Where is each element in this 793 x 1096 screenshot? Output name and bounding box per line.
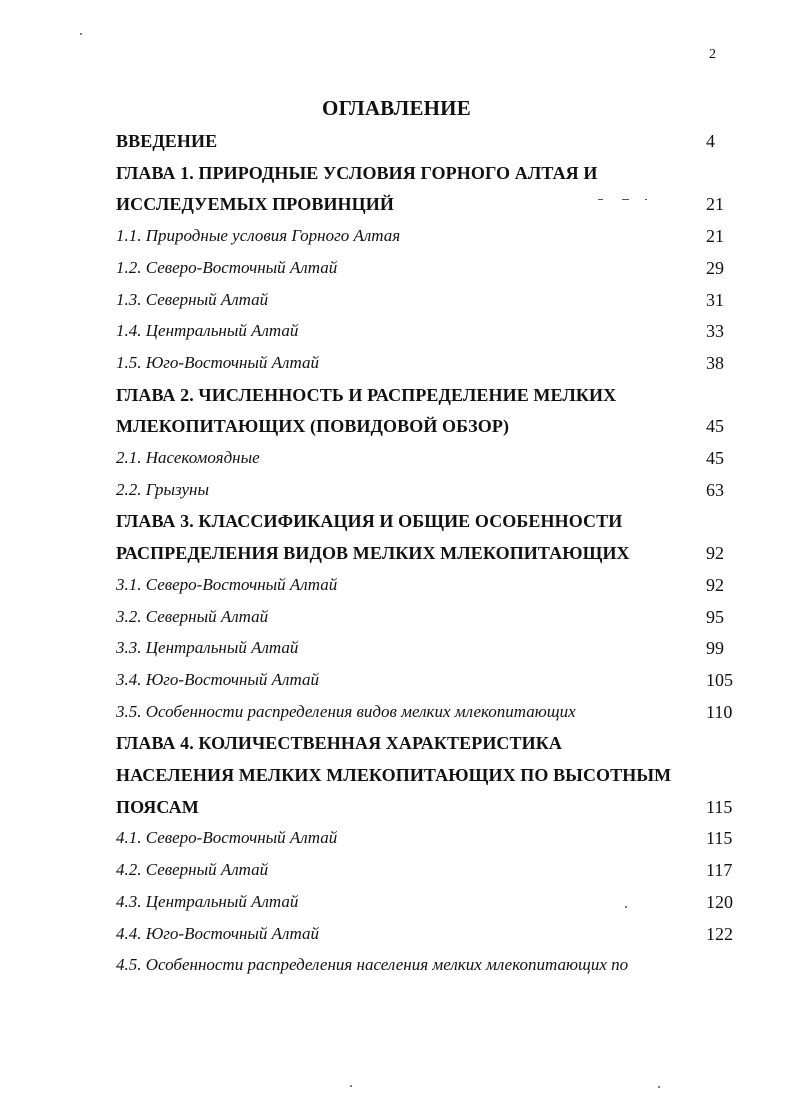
toc-section-row	[0, 475, 793, 505]
toc-section-row	[0, 285, 793, 315]
scan-speck	[645, 199, 647, 200]
toc-entry-text: 3.4. Юго-Восточный Алтай	[116, 669, 319, 689]
toc-section-row	[0, 253, 793, 283]
toc-entry-text: 2.2. Грызуны	[116, 479, 209, 499]
toc-entry-page: 29	[706, 257, 724, 278]
toc-entry-page: 33	[706, 321, 724, 342]
toc-entry-page: 21	[706, 226, 724, 247]
toc-entry-page: 92	[706, 543, 724, 564]
toc-entry-text: 4.2. Северный Алтай	[116, 860, 269, 880]
scan-speck	[625, 906, 627, 908]
toc-entry-text: 1.2. Северо-Восточный Алтай	[116, 257, 338, 277]
toc-entry-page: 115	[706, 796, 733, 817]
toc-section-row	[0, 665, 793, 695]
toc-section-row	[0, 919, 793, 949]
toc-section-row	[0, 697, 793, 727]
toc-entry-page: 38	[706, 352, 724, 373]
toc-section-row	[0, 950, 793, 980]
toc-entry-page: 122	[706, 923, 733, 944]
toc-section-row	[0, 602, 793, 632]
toc-entry-page: 120	[706, 891, 733, 912]
toc-entry-text: 3.1. Северо-Восточный Алтай	[116, 574, 338, 594]
toc-entry-text: 4.1. Северо-Восточный Алтай	[116, 828, 338, 848]
toc-chapter-row	[0, 126, 793, 156]
toc-entry-page: 45	[706, 416, 724, 437]
scan-speck	[598, 199, 603, 200]
toc-entry-page: 63	[706, 479, 724, 500]
toc-entry-page: 105	[706, 669, 733, 690]
toc-entry-text: 1.4. Центральный Алтай	[116, 321, 299, 341]
toc-entry-text: 3.3. Центральный Алтай	[116, 638, 299, 658]
toc-entry-text: ГЛАВА 1. ПРИРОДНЫЕ УСЛОВИЯ ГОРНОГО АЛТАЯ И	[116, 162, 598, 183]
toc-entry-page: 92	[706, 574, 724, 595]
toc-entry-text: ГЛАВА 4. КОЛИЧЕСТВЕННАЯ ХАРАКТЕРИСТИКА	[116, 733, 562, 754]
toc-entry-text: 4.4. Юго-Восточный Алтай	[116, 923, 319, 943]
toc-entry-text: 3.2. Северный Алтай	[116, 606, 269, 626]
toc-entry-page: 99	[706, 638, 724, 659]
toc-entry-page: 21	[706, 194, 724, 215]
page-number: 2	[709, 47, 716, 62]
page-title: ОГЛАВЛЕНИЕ	[322, 96, 471, 120]
toc-section-row	[0, 221, 793, 251]
toc-chapter-row	[0, 506, 793, 536]
scan-speck	[350, 1085, 352, 1087]
toc-entry-page: 117	[706, 860, 733, 881]
toc-entry-text: 4.5. Особенности распределения населения мелких млекопитающих по	[116, 955, 629, 975]
scan-speck	[658, 1086, 660, 1088]
toc-chapter-row	[0, 728, 793, 758]
toc-section-row	[0, 570, 793, 600]
toc-chapter-row	[0, 411, 793, 441]
toc-section-row	[0, 855, 793, 885]
toc-chapter-row	[0, 158, 793, 188]
toc-entry-text: РАСПРЕДЕЛЕНИЯ ВИДОВ МЕЛКИХ МЛЕКОПИТАЮЩИХ	[116, 543, 630, 564]
toc-entry-text: 3.5. Особенности распределения видов мелких млекопитающих	[116, 701, 576, 721]
toc-entry-page: 4	[706, 131, 715, 151]
toc-entry-text: 2.1. Насекомоядные	[116, 448, 260, 467]
toc-chapter-row	[0, 792, 793, 822]
toc-entry-text: ПОЯСАМ	[116, 796, 199, 817]
toc-entry-text: ГЛАВА 2. ЧИСЛЕННОСТЬ И РАСПРЕДЕЛЕНИЕ МЕЛКИХ	[116, 384, 617, 405]
toc-section-row	[0, 633, 793, 663]
toc-section-row	[0, 348, 793, 378]
toc-entry-page: 110	[706, 701, 733, 722]
toc-section-row	[0, 316, 793, 346]
toc-section-row	[0, 823, 793, 853]
toc-entry-text: НАСЕЛЕНИЯ МЕЛКИХ МЛЕКОПИТАЮЩИХ ПО ВЫСОТНЫМ	[116, 765, 672, 785]
toc-chapter-row	[0, 380, 793, 410]
toc-entry-page: 115	[706, 828, 733, 849]
toc-entry-text: ГЛАВА 3. КЛАССИФИКАЦИЯ И ОБЩИЕ ОСОБЕННОСТИ	[116, 511, 623, 532]
toc-entry-text: 4.3. Центральный Алтай	[116, 891, 299, 911]
toc-entry-text: 1.5. Юго-Восточный Алтай	[116, 352, 319, 372]
toc-section-row	[0, 443, 793, 473]
toc-entry-page: 31	[706, 289, 724, 310]
toc-entry-text: ИССЛЕДУЕМЫХ ПРОВИНЦИЙ	[116, 194, 394, 215]
toc-entry-text: ВВЕДЕНИЕ	[116, 131, 218, 151]
toc-entry-text: МЛЕКОПИТАЮЩИХ (ПОВИДОВОЙ ОБЗОР)	[116, 416, 510, 437]
toc-entry-page: 95	[706, 606, 724, 627]
scan-speck	[80, 33, 82, 35]
scan-speck	[622, 199, 629, 200]
toc-chapter-row	[0, 189, 793, 219]
toc-chapter-row	[0, 760, 793, 790]
toc-entry-text: 1.3. Северный Алтай	[116, 289, 269, 309]
toc-section-row	[0, 887, 793, 917]
toc-chapter-row	[0, 538, 793, 568]
toc-entry-page: 45	[706, 448, 724, 468]
toc-entry-text: 1.1. Природные условия Горного Алтая	[116, 226, 401, 246]
